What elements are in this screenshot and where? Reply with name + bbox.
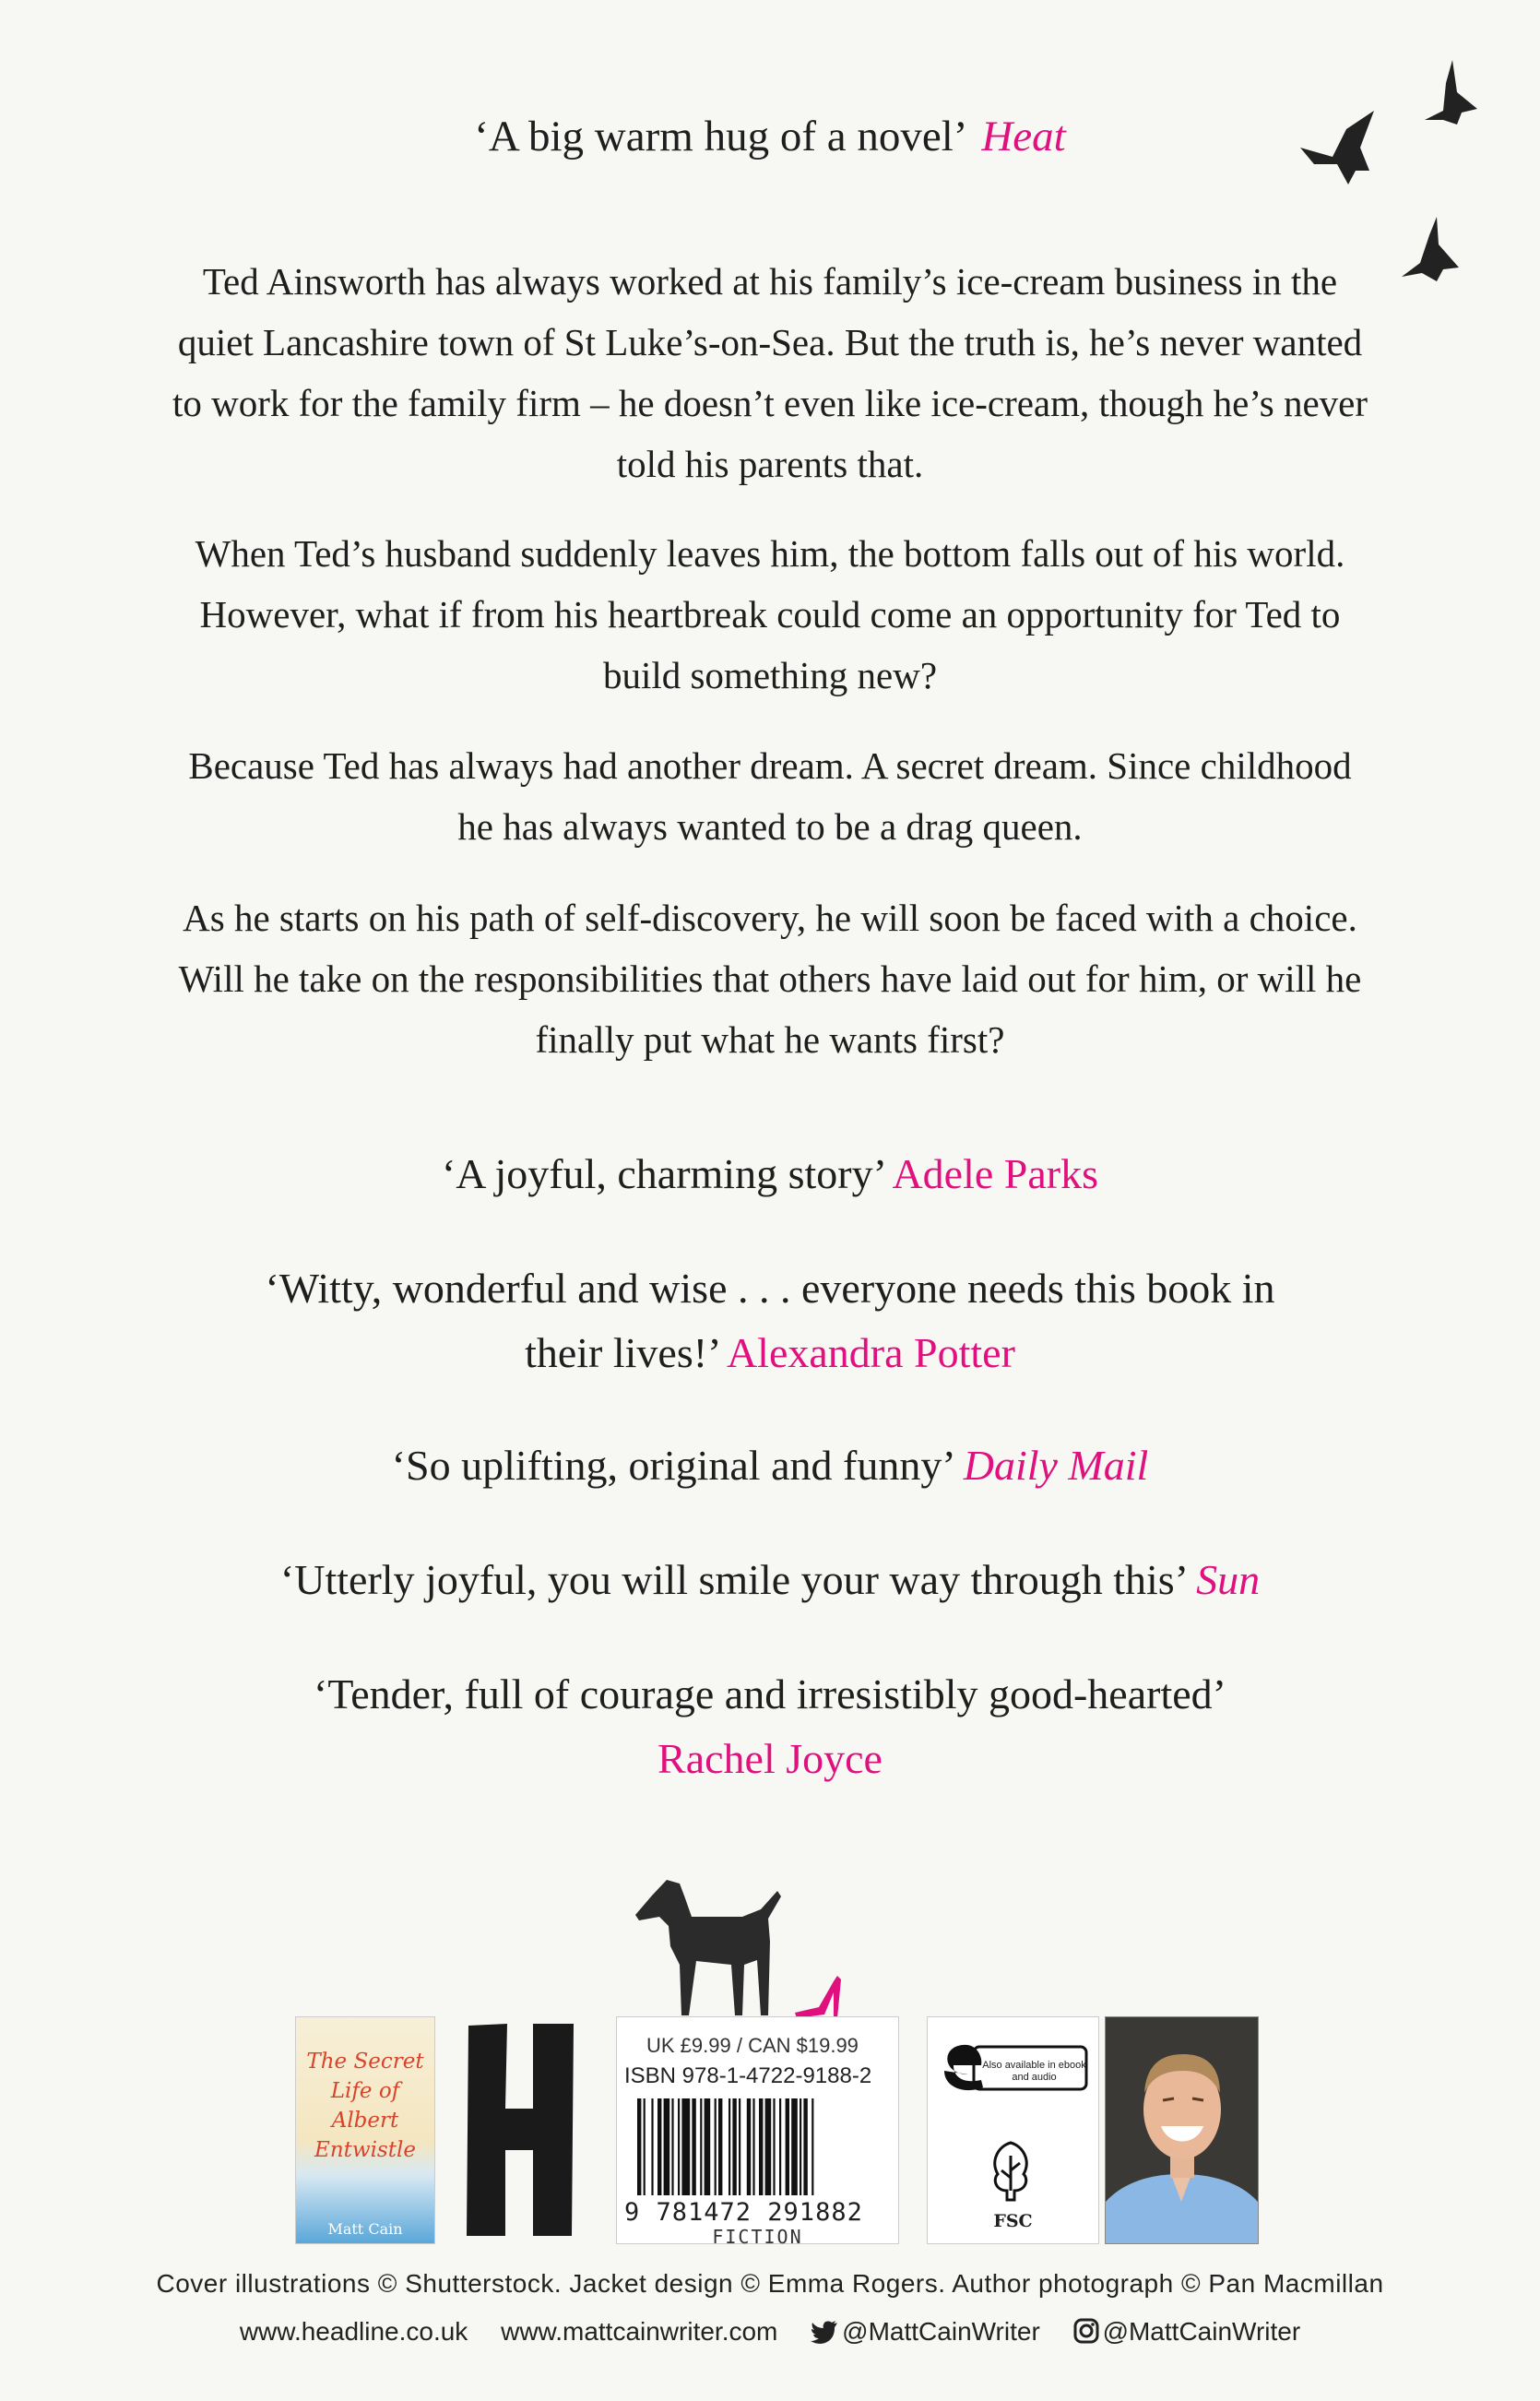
dog-illustration — [632, 1872, 788, 2020]
cover-credits: Cover illustrations © Shutterstock. Jacket design © Emma Rogers. Author photograph © Pan Macmillan — [156, 2269, 1384, 2298]
top-quote-text: ‘A big warm hug of a novel’ — [474, 113, 968, 160]
review-source: Sun — [1196, 1556, 1261, 1603]
barcode-bar — [700, 2098, 702, 2195]
barcode-bar — [811, 2098, 813, 2195]
barcode-bar — [671, 2098, 673, 2195]
barcode-bar — [705, 2098, 711, 2195]
barcode-bar — [664, 2098, 670, 2195]
barcode-bar — [791, 2098, 798, 2195]
barcode-panel — [616, 2016, 899, 2248]
barcode-bar — [732, 2098, 736, 2195]
links-row — [0, 2317, 1540, 2347]
isbn-label: ISBN 978-1-4722-9188-2 — [624, 2063, 872, 2088]
barcode-bar — [718, 2098, 722, 2195]
barcode-bar — [692, 2098, 695, 2195]
barcode-bar — [681, 2098, 690, 2195]
barcode-bar — [779, 2098, 781, 2195]
instagram-handle: @MattCainWriter — [1102, 2317, 1301, 2346]
review-quote: ‘So uplifting, original and funny’ Daily Mail — [391, 1442, 1149, 1489]
barcode-bar — [739, 2098, 740, 2195]
review-quote: ‘A joyful, charming story’ Adele Parks — [441, 1150, 1099, 1197]
instagram-link[interactable] — [1073, 2317, 1301, 2346]
high-heel-icon — [791, 1972, 847, 2020]
ebook-fsc-panel — [927, 2016, 1099, 2244]
barcode-bar — [786, 2098, 789, 2195]
barcode-bar — [759, 2098, 763, 2195]
barcode-bar — [765, 2098, 772, 2195]
barcode-bar — [800, 2098, 801, 2195]
review-quote: ‘Utterly joyful, you will smile your way through this’ Sun — [279, 1556, 1261, 1603]
review-source: Adele Parks — [892, 1150, 1099, 1197]
twitter-icon — [811, 2320, 838, 2344]
top-quote-source: Heat — [981, 113, 1066, 160]
blurb-paragraph-4: As he starts on his path of self-discovery, he will soon be faced with a choice. Will he take on the responsibilities that others have laid out for him, or will he finally put what he wants first? — [178, 897, 1362, 1061]
ebook-note: Also available in ebook and audio — [982, 2060, 1086, 2083]
review-source: Daily Mail — [963, 1442, 1149, 1489]
barcode-bar — [657, 2098, 661, 2195]
barcode-bar — [644, 2098, 646, 2195]
book-cover-thumbnail — [295, 2016, 435, 2244]
barcode-bar — [752, 2098, 754, 2195]
genre-label: FICTION — [712, 2226, 803, 2248]
blurb-paragraph-3: Because Ted has always had another dream. A secret dream. Since childhood he has always wanted to be a drag queen. — [188, 744, 1352, 848]
fsc-label: FSC — [993, 2211, 1033, 2231]
barcode-bar — [637, 2098, 641, 2195]
barcode-bar — [715, 2098, 717, 2195]
publisher-link[interactable]: www.headline.co.uk — [239, 2317, 468, 2346]
twitter-handle: @MattCainWriter — [842, 2317, 1040, 2346]
instagram-icon — [1073, 2318, 1099, 2344]
barcode-bar — [747, 2098, 751, 2195]
twitter-link[interactable] — [811, 2317, 1047, 2346]
barcode-bar — [773, 2098, 775, 2195]
barcode-bar — [729, 2098, 730, 2195]
review-source: Rachel Joyce — [657, 1735, 883, 1782]
review-source: Alexandra Potter — [726, 1329, 1015, 1376]
cover-thumb-title: The Secret Life of Albert Entwistle — [306, 2050, 424, 2162]
headline-logo — [452, 2016, 586, 2242]
barcode-digits: 9 781472 291882 — [624, 2198, 863, 2227]
author-photo — [1105, 2016, 1259, 2244]
review-quote: ‘Witty, wonderful and wise . . . everyone needs this book in their lives!’ Alexandra Potter — [265, 1265, 1275, 1376]
blurb-paragraph-2: When Ted’s husband suddenly leaves him, the bottom falls out of his world. However, what if from his heartbreak could come an opportunity for Ted to build something new? — [195, 532, 1345, 696]
cover-thumb-author: Matt Cain — [327, 2220, 403, 2238]
blurb-paragraph-1: Ted Ainsworth has always worked at his family’s ice-cream business in the quiet Lancashire town of St Luke’s-on-Sea. But the truth is, he’s never wanted to work for the family firm – he doesn’t even like ice-cream, though he’s never told his parents that. — [172, 260, 1368, 485]
barcode-bar — [651, 2098, 653, 2195]
barcode — [637, 2098, 884, 2195]
fsc-tree-icon — [983, 2137, 1038, 2204]
author-site-link[interactable]: www.mattcainwriter.com — [501, 2317, 778, 2346]
review-quote: ‘Tender, full of courage and irresistibly good-hearted’ Rachel Joyce — [314, 1670, 1226, 1782]
top-quote — [0, 111, 1540, 161]
barcode-bar — [678, 2098, 680, 2195]
barcode-bar — [803, 2098, 807, 2195]
price-label: UK £9.99 / CAN $19.99 — [646, 2034, 859, 2057]
